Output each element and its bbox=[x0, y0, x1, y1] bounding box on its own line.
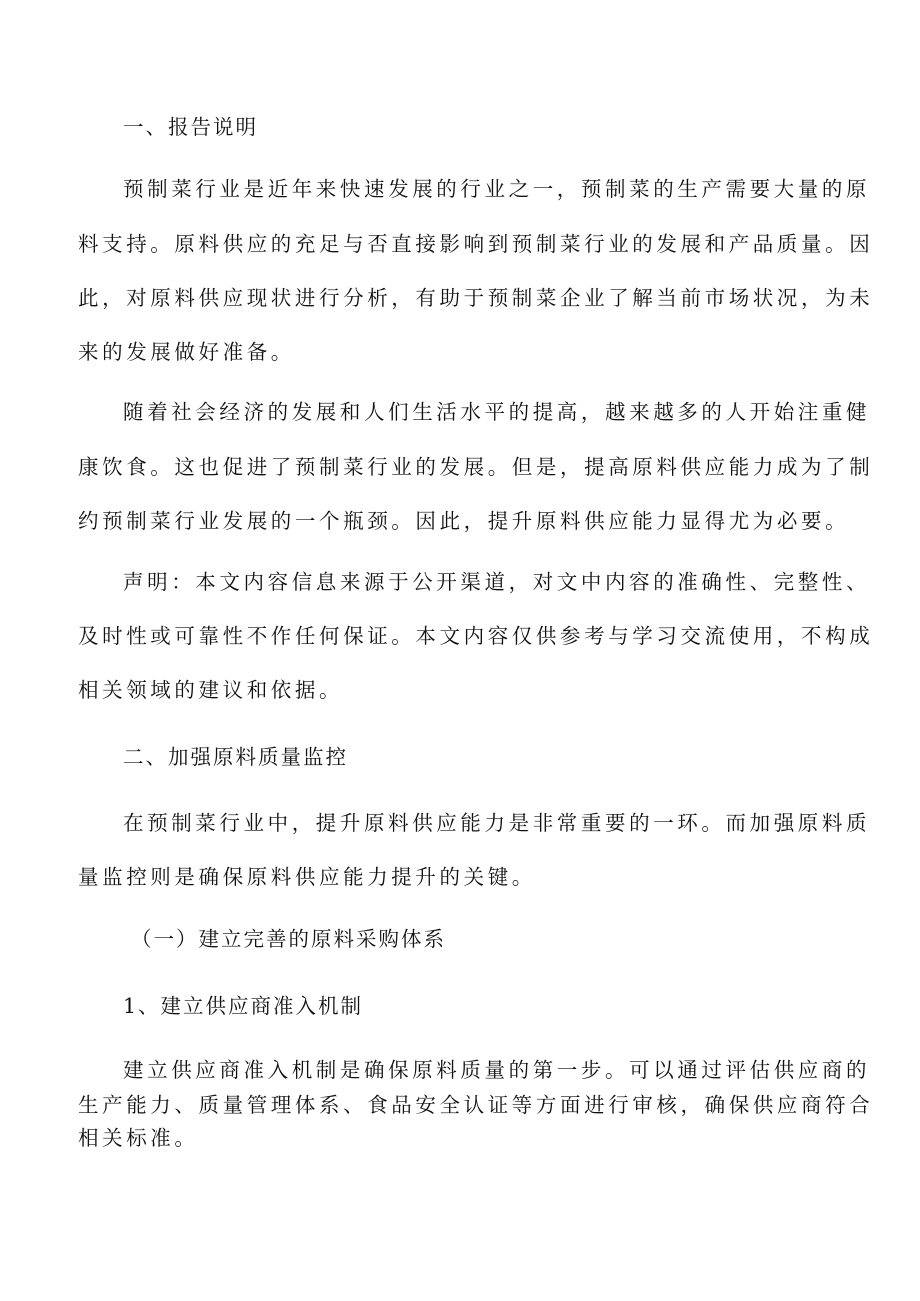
item-heading-supplier-admission: 1、建立供应商准入机制 bbox=[123, 994, 364, 1018]
disclaimer-line: 及时性或可靠性不作任何保证。本文内容仅供参考与学习交流使用，不构成 bbox=[78, 624, 874, 648]
disclaimer-line: 声明：本文内容信息来源于公开渠道，对文中内容的准确性、完整性、 bbox=[123, 570, 871, 594]
paragraph-line: 约预制菜行业发展的一个瓶颈。因此，提升原料供应能力显得尤为必要。 bbox=[78, 509, 850, 533]
disclaimer-line: 相关领域的建议和依据。 bbox=[78, 678, 344, 702]
paragraph-line: 在预制菜行业中，提升原料供应能力是非常重要的一环。而加强原料质 bbox=[123, 811, 871, 835]
paragraph-line: 康饮食。这也促进了预制菜行业的发展。但是，提高原料供应能力成为了制 bbox=[78, 455, 874, 479]
paragraph-line: 建立供应商准入机制是确保原料质量的第一步。可以通过评估供应商的 bbox=[123, 1058, 871, 1082]
section-heading-quality-control: 二、加强原料质量监控 bbox=[123, 745, 348, 769]
paragraph-line: 料支持。原料供应的充足与否直接影响到预制菜行业的发展和产品质量。因 bbox=[78, 232, 874, 256]
paragraph-line: 此，对原料供应现状进行分析，有助于预制菜企业了解当前市场状况，为未 bbox=[78, 286, 874, 310]
paragraph-line: 随着社会经济的发展和人们生活水平的提高，越来越多的人开始注重健 bbox=[123, 400, 871, 424]
subheading-procurement-system: （一）建立完善的原料采购体系 bbox=[131, 927, 446, 951]
paragraph-line: 生产能力、质量管理体系、食品安全认证等方面进行审核，确保供应商符合 bbox=[78, 1093, 874, 1117]
paragraph-line: 相关标准。 bbox=[78, 1126, 199, 1150]
section-heading-report-description: 一、报告说明 bbox=[123, 115, 258, 139]
paragraph-line: 量监控则是确保原料供应能力提升的关键。 bbox=[78, 865, 536, 889]
paragraph-line: 预制菜行业是近年来快速发展的行业之一，预制菜的生产需要大量的原 bbox=[123, 177, 871, 201]
paragraph-line: 来的发展做好准备。 bbox=[78, 340, 295, 364]
